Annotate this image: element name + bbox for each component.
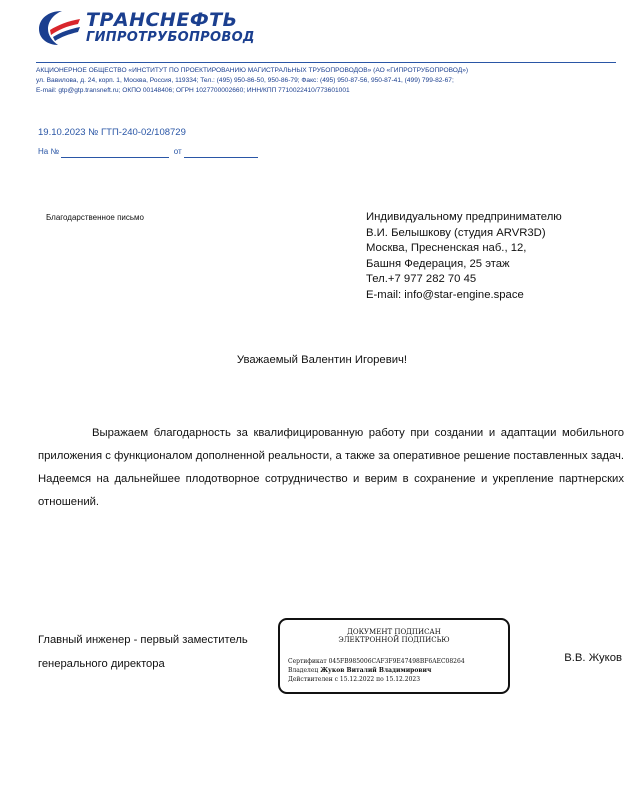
company-requisites [36, 66, 626, 96]
signatory-title [38, 628, 248, 676]
stamp-cert-label: Сертификат [288, 658, 327, 665]
addressee-line: E-mail: info@star-engine.space [366, 288, 524, 301]
registration-date-number: 19.10.2023 № ГТП-240-02/108729 [38, 127, 186, 138]
stamp-owner [288, 667, 431, 675]
electronic-signature-stamp [278, 618, 510, 694]
stamp-subheader: ЭЛЕКТРОННОЙ ПОДПИСЬЮ [338, 636, 450, 644]
reference-line [38, 146, 258, 158]
header-divider [36, 62, 616, 63]
requisites-line: ул. Вавилова, д. 24, корп. 1, Москва, Россия, 119334; Тел.: (495) 950-86-50, 950-86-79; Факс: (495) 950-87-56, 950-87-41, (499) 799-82-67; [36, 77, 454, 84]
ref-from: от [173, 147, 182, 156]
addressee-line: Москва, Пресненская наб., 12, [366, 242, 527, 255]
letter-body: Выражаем благодарность за квалифицированную работу при создании и адаптации мобильного приложения с функционалом дополненной реальности, а также за оперативное решение поставленных задач. Надеемся на дальнейшее плодотворное сотрудничество и верим в сохранение и укрепление партнерских отношений. [38, 427, 624, 508]
ref-prefix: На № [38, 147, 60, 156]
addressee-line: Башня Федерация, 25 этаж [366, 257, 510, 270]
stamp-validity: Действителен с 15.12.2022 по 15.12.2023 [288, 676, 421, 683]
transneft-emblem-icon [36, 8, 82, 48]
signatory-title-line: Главный инженер - первый заместитель [38, 634, 248, 646]
addressee-line: Тел.+7 977 282 70 45 [366, 273, 477, 286]
addressee-block [366, 210, 562, 304]
requisites-line: E-mail: gtp@gtp.transneft.ru; ОКПО 00148406; ОГРН 1027700002660; ИНН/КПП 7710022410/773601001 [36, 87, 350, 94]
stamp-owner-label: Владелец [288, 667, 319, 674]
stamp-header: ДОКУМЕНТ ПОДПИСАН [347, 628, 441, 636]
signatory-title-line: генерального директора [38, 658, 165, 670]
brand-subtitle: ГИПРОТРУБОПРОВОД [86, 30, 255, 45]
stamp-cert-value: 045FB985006CAF3F9E47498BF6AEC08264 [328, 658, 465, 665]
stamp-owner-value: Жуков Виталий Владимирович [320, 667, 432, 674]
company-logo [36, 8, 276, 48]
document-type: Благодарственное письмо [46, 213, 145, 222]
salutation: Уважаемый Валентин Игоревич! [236, 354, 408, 366]
requisites-line: АКЦИОНЕРНОЕ ОБЩЕСТВО «ИНСТИТУТ ПО ПРОЕКТИРОВАНИЮ МАГИСТРАЛЬНЫХ ТРУБОПРОВОДОВ» (АО «ГИПРОТРУБОПРОВОД») [36, 67, 469, 74]
signatory-name: В.В. Жуков [564, 652, 622, 664]
brand-name: ТРАНСНЕФТЬ [86, 9, 238, 31]
ref-number-blank [61, 149, 169, 158]
ref-date-blank [184, 149, 258, 158]
addressee-line: В.И. Белышкову (студия ARVR3D) [366, 226, 546, 239]
stamp-certificate [288, 658, 465, 666]
addressee-line: Индивидуальному предпринимателю [366, 211, 562, 223]
